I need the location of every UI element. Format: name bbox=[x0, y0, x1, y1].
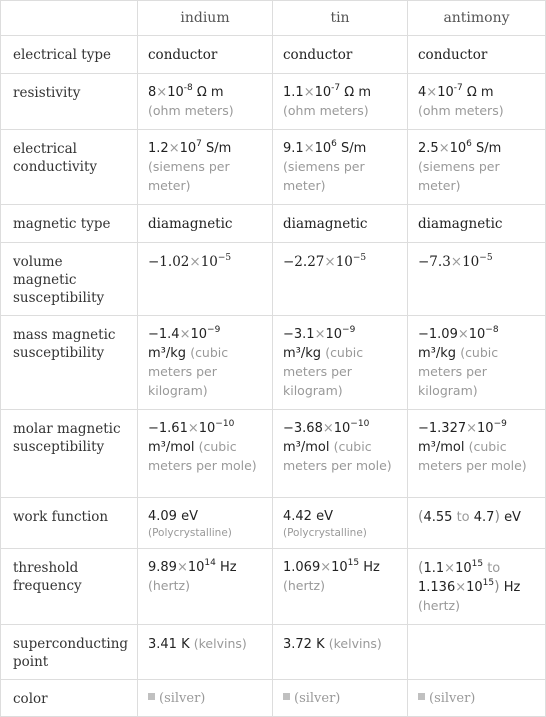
value-cell: 3.41 K (kelvins) bbox=[138, 625, 273, 680]
row-label: electrical type bbox=[1, 36, 138, 74]
row-magnetic-type bbox=[1, 205, 546, 243]
value-text: diamagnetic bbox=[418, 216, 503, 232]
value-cell: (silver) bbox=[273, 680, 408, 717]
header-corner bbox=[1, 1, 138, 36]
header-row bbox=[1, 1, 546, 36]
value-cell: (4.55 to 4.7) eV bbox=[408, 498, 546, 549]
color-swatch bbox=[418, 693, 425, 700]
row-label: superconducting point bbox=[1, 625, 138, 680]
value-cell: $9.89\times 10^{14}$ Hz (hertz) bbox=[138, 549, 273, 625]
row-label: electrical conductivity bbox=[1, 130, 138, 205]
value-cell: $4\times 10^{-7}$ Ω m (ohm meters) bbox=[408, 74, 546, 130]
header-antimony: antimony bbox=[408, 1, 546, 36]
value-cell bbox=[408, 625, 546, 680]
row-threshold-frequency bbox=[1, 549, 546, 625]
row-label: magnetic type bbox=[1, 205, 138, 243]
value-text: conductor bbox=[283, 47, 353, 63]
value-cell: $-1.4\times 10^{-9}$ m³/kg (cubic meters per kilogram) bbox=[138, 316, 273, 410]
row-mass-magnetic-susceptibility bbox=[1, 316, 546, 410]
row-electrical-type bbox=[1, 36, 546, 74]
value-cell: 4.09 eV (Polycrystalline) bbox=[138, 498, 273, 549]
header-tin: tin bbox=[273, 1, 408, 36]
value-cell: (silver) bbox=[408, 680, 546, 717]
value-text: diamagnetic bbox=[283, 216, 368, 232]
value-cell: $9.1\times 10^6$ S/m (siemens per meter) bbox=[273, 130, 408, 205]
value-text: diamagnetic bbox=[148, 216, 233, 232]
value-cell: ($1.1\times 10^{15}$ to $1.136\times 10^{15}$) Hz (hertz) bbox=[408, 549, 546, 625]
row-color bbox=[1, 680, 546, 717]
value-cell: $-7.3\times 10^{-5}$ bbox=[408, 243, 546, 316]
value-cell: $-1.327\times 10^{-9}$ m³/mol (cubic meters per mole) bbox=[408, 410, 546, 498]
value-cell: $-1.09\times 10^{-8}$ m³/kg (cubic meters per kilogram) bbox=[408, 316, 546, 410]
row-volume-magnetic-susceptibility bbox=[1, 243, 546, 316]
value-text: conductor bbox=[148, 47, 218, 63]
row-label: volume magnetic susceptibility bbox=[1, 243, 138, 316]
value-cell: $-2.27\times 10^{-5}$ bbox=[273, 243, 408, 316]
row-electrical-conductivity bbox=[1, 130, 546, 205]
row-work-function bbox=[1, 498, 546, 549]
value-cell: $1.1\times 10^{-7}$ Ω m (ohm meters) bbox=[273, 74, 408, 130]
value-cell: 3.72 K (kelvins) bbox=[273, 625, 408, 680]
row-label: molar magnetic susceptibility bbox=[1, 410, 138, 498]
value-cell: $1.2\times 10^7$ S/m (siemens per meter) bbox=[138, 130, 273, 205]
value-cell: $8\times 10^{-8}$ Ω m (ohm meters) bbox=[138, 74, 273, 130]
value-cell: $-1.61\times 10^{-10}$ m³/mol (cubic meters per mole) bbox=[138, 410, 273, 498]
row-label: resistivity bbox=[1, 74, 138, 130]
value-cell: $1.069\times 10^{15}$ Hz (hertz) bbox=[273, 549, 408, 625]
row-resistivity bbox=[1, 74, 546, 130]
value-cell: $-3.68\times 10^{-10}$ m³/mol (cubic meters per mole) bbox=[273, 410, 408, 498]
header-indium: indium bbox=[138, 1, 273, 36]
row-superconducting-point bbox=[1, 625, 546, 680]
row-label: mass magnetic susceptibility bbox=[1, 316, 138, 410]
row-molar-magnetic-susceptibility bbox=[1, 410, 546, 498]
row-label: threshold frequency bbox=[1, 549, 138, 625]
color-swatch bbox=[283, 693, 290, 700]
value-cell: $2.5\times 10^6$ S/m (siemens per meter) bbox=[408, 130, 546, 205]
row-label: work function bbox=[1, 498, 138, 549]
color-swatch bbox=[148, 693, 155, 700]
row-label: color bbox=[1, 680, 138, 717]
value-cell: $-1.02\times 10^{-5}$ bbox=[138, 243, 273, 316]
value-cell: 4.42 eV (Polycrystalline) bbox=[273, 498, 408, 549]
value-cell: $-3.1\times 10^{-9}$ m³/kg (cubic meters per kilogram) bbox=[273, 316, 408, 410]
value-cell: (silver) bbox=[138, 680, 273, 717]
value-text: conductor bbox=[418, 47, 488, 63]
